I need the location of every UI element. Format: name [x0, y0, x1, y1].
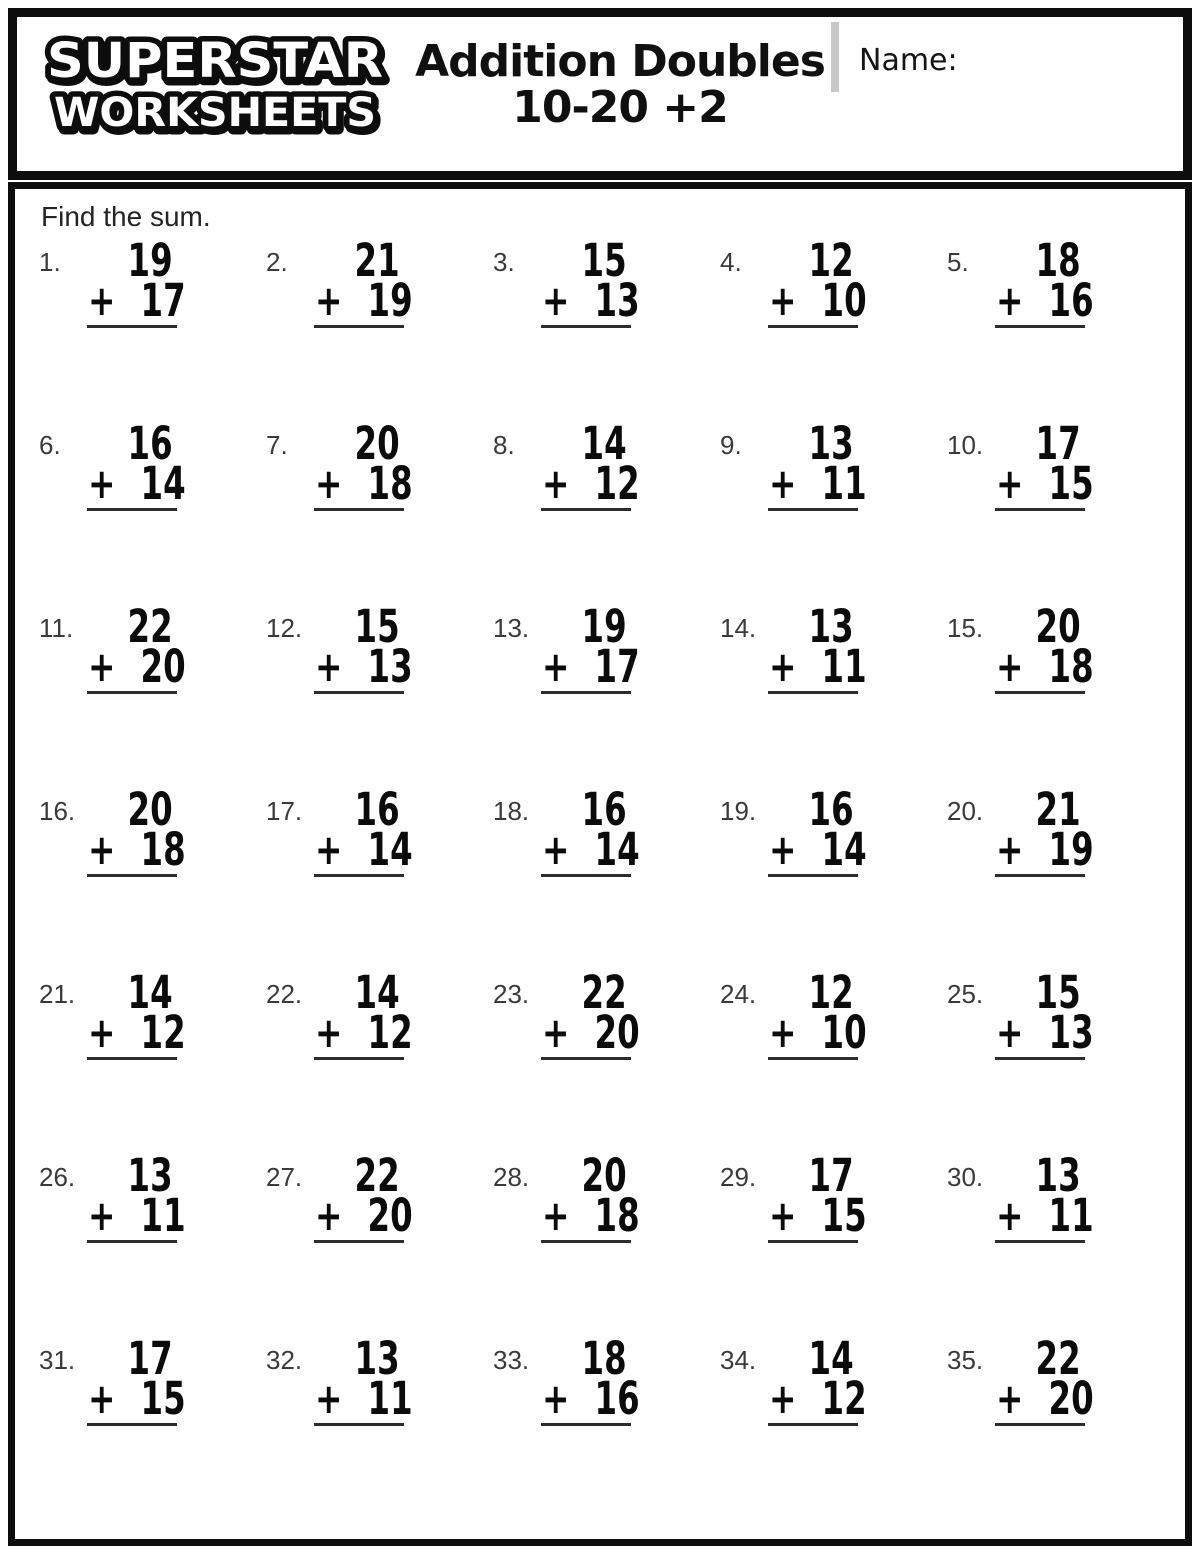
- bottom-operand-row: [768, 1189, 867, 1242]
- bottom-operand-row: [768, 1006, 867, 1059]
- problem-cell: [720, 600, 947, 788]
- bottom-operand-row: [314, 640, 413, 693]
- bottom-operand-row: [541, 457, 640, 510]
- top-addend: 17: [127, 1332, 173, 1385]
- plus-sign: +: [315, 1008, 343, 1057]
- problem-number: 22.: [266, 979, 303, 1009]
- top-addend: 14: [354, 966, 400, 1019]
- problem: [541, 600, 640, 694]
- bottom-operand-row: [314, 1372, 413, 1425]
- plus-sign: +: [88, 825, 116, 874]
- bottom-addend: 11: [821, 640, 867, 693]
- bottom-operand-row: [87, 823, 186, 876]
- problem-number: 27.: [266, 1162, 303, 1192]
- bottom-addend: 18: [594, 1189, 640, 1242]
- problem-number: 14.: [720, 613, 757, 643]
- problem: [541, 417, 640, 511]
- plus-sign: +: [769, 825, 797, 874]
- problem-number: 35.: [947, 1345, 984, 1375]
- bottom-operand-row: [541, 1372, 640, 1425]
- bottom-addend: 18: [367, 457, 413, 510]
- bottom-addend: 20: [140, 640, 186, 693]
- problems-area: [8, 182, 1192, 1546]
- plus-sign: +: [542, 1374, 570, 1423]
- problem-number: 1.: [39, 247, 61, 277]
- problem: [314, 1149, 413, 1243]
- plus-sign: +: [769, 459, 797, 508]
- plus-sign: +: [996, 459, 1024, 508]
- top-addend: 14: [581, 417, 627, 470]
- bottom-operand-row: [768, 823, 867, 876]
- top-addend: 22: [354, 1149, 400, 1202]
- problem-number: 33.: [493, 1345, 530, 1375]
- top-addend: 20: [581, 1149, 627, 1202]
- bottom-addend: 14: [140, 457, 186, 510]
- bottom-addend: 12: [140, 1006, 186, 1059]
- problem-cell: [947, 417, 1174, 605]
- bottom-addend: 15: [821, 1189, 867, 1242]
- problem: [768, 1332, 867, 1426]
- problem: [768, 966, 867, 1060]
- problem-number: 20.: [947, 796, 984, 826]
- bottom-operand-row: [541, 1006, 640, 1059]
- top-addend: 15: [354, 600, 400, 653]
- problem-number: 32.: [266, 1345, 303, 1375]
- bottom-addend: 16: [594, 1372, 640, 1425]
- name-divider: [831, 22, 839, 92]
- bottom-operand-row: [995, 640, 1094, 693]
- problem-number: 16.: [39, 796, 76, 826]
- problem-cell: [947, 234, 1174, 422]
- bottom-addend: 14: [821, 823, 867, 876]
- problem-cell: [720, 234, 947, 422]
- bottom-operand-row: [314, 274, 413, 327]
- problem: [995, 783, 1094, 877]
- plus-sign: +: [542, 276, 570, 325]
- problem: [768, 417, 867, 511]
- plus-sign: +: [996, 1191, 1024, 1240]
- top-addend: 20: [1035, 600, 1081, 653]
- problem-number: 13.: [493, 613, 530, 643]
- bottom-operand-row: [995, 1006, 1094, 1059]
- top-addend: 20: [354, 417, 400, 470]
- problem-cell: [493, 1149, 720, 1337]
- problem-cell: [39, 1332, 266, 1520]
- problem-cell: [39, 417, 266, 605]
- problem-cell: [720, 1149, 947, 1337]
- problem-number: 18.: [493, 796, 530, 826]
- problem-cell: [947, 966, 1174, 1154]
- problem-number: 11.: [39, 613, 74, 643]
- bottom-operand-row: [995, 1372, 1094, 1425]
- bottom-addend: 13: [367, 640, 413, 693]
- problem-cell: [39, 783, 266, 971]
- plus-sign: +: [315, 276, 343, 325]
- top-addend: 19: [127, 234, 173, 287]
- plus-sign: +: [542, 459, 570, 508]
- problem-cell: [720, 417, 947, 605]
- problem: [995, 1332, 1094, 1426]
- top-addend: 21: [1035, 783, 1081, 836]
- problem-cell: [493, 600, 720, 788]
- plus-sign: +: [88, 642, 116, 691]
- top-addend: 13: [354, 1332, 400, 1385]
- top-addend: 22: [1035, 1332, 1081, 1385]
- bottom-operand-row: [768, 640, 867, 693]
- problem-number: 29.: [720, 1162, 757, 1192]
- bottom-addend: 15: [140, 1372, 186, 1425]
- problem-number: 7.: [266, 430, 288, 460]
- top-addend: 16: [808, 783, 854, 836]
- bottom-addend: 11: [821, 457, 867, 510]
- problem-cell: [266, 1149, 493, 1337]
- bottom-operand-row: [314, 1189, 413, 1242]
- problem: [995, 966, 1094, 1060]
- problem-cell: [947, 600, 1174, 788]
- problem-cell: [39, 600, 266, 788]
- bottom-addend: 13: [1048, 1006, 1094, 1059]
- problem-number: 26.: [39, 1162, 76, 1192]
- plus-sign: +: [769, 642, 797, 691]
- problem: [314, 600, 413, 694]
- problem-cell: [266, 417, 493, 605]
- bottom-operand-row: [314, 823, 413, 876]
- plus-sign: +: [996, 276, 1024, 325]
- bottom-addend: 18: [140, 823, 186, 876]
- problem-number: 10.: [947, 430, 984, 460]
- top-addend: 18: [581, 1332, 627, 1385]
- problem-number: 17.: [266, 796, 303, 826]
- problem-cell: [266, 966, 493, 1154]
- problem: [87, 783, 186, 877]
- top-addend: 15: [581, 234, 627, 287]
- plus-sign: +: [769, 1191, 797, 1240]
- bottom-addend: 20: [1048, 1372, 1094, 1425]
- top-addend: 12: [808, 234, 854, 287]
- problem-cell: [39, 1149, 266, 1337]
- plus-sign: +: [315, 1374, 343, 1423]
- problem-cell: [947, 1332, 1174, 1520]
- bottom-addend: 14: [594, 823, 640, 876]
- plus-sign: +: [542, 825, 570, 874]
- bottom-addend: 10: [821, 274, 867, 327]
- bottom-operand-row: [87, 1006, 186, 1059]
- problem-number: 31.: [39, 1345, 76, 1375]
- problem-number: 4.: [720, 247, 742, 277]
- top-addend: 21: [354, 234, 400, 287]
- top-addend: 18: [1035, 234, 1081, 287]
- problem-cell: [493, 417, 720, 605]
- bottom-addend: 17: [594, 640, 640, 693]
- top-addend: 16: [581, 783, 627, 836]
- problem: [87, 1332, 186, 1426]
- bottom-addend: 19: [367, 274, 413, 327]
- problem: [541, 966, 640, 1060]
- problem: [768, 1149, 867, 1243]
- bottom-addend: 12: [367, 1006, 413, 1059]
- problem-number: 8.: [493, 430, 515, 460]
- problem-cell: [266, 234, 493, 422]
- top-addend: 14: [808, 1332, 854, 1385]
- problem-number: 25.: [947, 979, 984, 1009]
- plus-sign: +: [88, 1008, 116, 1057]
- top-addend: 20: [127, 783, 173, 836]
- logo-line-2: WORKSHEETS: [54, 90, 377, 136]
- problem: [995, 417, 1094, 511]
- problems-grid: [39, 234, 1185, 1520]
- bottom-operand-row: [541, 640, 640, 693]
- problem: [768, 600, 867, 694]
- bottom-operand-row: [995, 1189, 1094, 1242]
- name-write-area[interactable]: [958, 17, 1183, 117]
- bottom-addend: 20: [367, 1189, 413, 1242]
- problem-cell: [720, 966, 947, 1154]
- bottom-operand-row: [87, 1372, 186, 1425]
- top-addend: 13: [808, 417, 854, 470]
- problem: [314, 966, 413, 1060]
- top-addend: 22: [127, 600, 173, 653]
- bottom-addend: 15: [1048, 457, 1094, 510]
- bottom-operand-row: [768, 274, 867, 327]
- plus-sign: +: [996, 642, 1024, 691]
- bottom-addend: 17: [140, 274, 186, 327]
- bottom-operand-row: [87, 640, 186, 693]
- bottom-addend: 12: [821, 1372, 867, 1425]
- plus-sign: +: [315, 1191, 343, 1240]
- problem-cell: [493, 966, 720, 1154]
- plus-sign: +: [315, 825, 343, 874]
- problem: [314, 234, 413, 328]
- bottom-operand-row: [314, 457, 413, 510]
- plus-sign: +: [769, 1008, 797, 1057]
- bottom-operand-row: [87, 274, 186, 327]
- problem: [87, 966, 186, 1060]
- bottom-operand-row: [87, 1189, 186, 1242]
- find-the-sum-instruction: Find the sum.: [41, 201, 211, 232]
- bottom-operand-row: [541, 274, 640, 327]
- header: [8, 8, 1192, 180]
- problem-cell: [493, 1332, 720, 1520]
- top-addend: 16: [127, 417, 173, 470]
- problem: [87, 1149, 186, 1243]
- problem: [314, 417, 413, 511]
- problem: [314, 1332, 413, 1426]
- problem: [314, 783, 413, 877]
- problem: [995, 234, 1094, 328]
- bottom-operand-row: [768, 457, 867, 510]
- bottom-operand-row: [314, 1006, 413, 1059]
- bottom-operand-row: [87, 457, 186, 510]
- plus-sign: +: [88, 1191, 116, 1240]
- bottom-addend: 11: [1048, 1189, 1094, 1242]
- plus-sign: +: [88, 276, 116, 325]
- problem-cell: [266, 783, 493, 971]
- problem: [995, 600, 1094, 694]
- problem: [87, 234, 186, 328]
- problem-number: 30.: [947, 1162, 984, 1192]
- problem-cell: [493, 783, 720, 971]
- bottom-addend: 11: [140, 1189, 186, 1242]
- problem: [541, 234, 640, 328]
- problem-cell: [266, 600, 493, 788]
- top-addend: 13: [808, 600, 854, 653]
- problem-cell: [720, 1332, 947, 1520]
- problem-number: 23.: [493, 979, 530, 1009]
- problem: [541, 1332, 640, 1426]
- top-addend: 12: [808, 966, 854, 1019]
- bottom-addend: 19: [1048, 823, 1094, 876]
- problem-cell: [493, 234, 720, 422]
- top-addend: 19: [581, 600, 627, 653]
- plus-sign: +: [769, 1374, 797, 1423]
- worksheet-title-line-1: Addition Doubles: [415, 36, 825, 87]
- problem-cell: [947, 1149, 1174, 1337]
- problem-number: 34.: [720, 1345, 757, 1375]
- bottom-operand-row: [995, 274, 1094, 327]
- plus-sign: +: [769, 276, 797, 325]
- bottom-addend: 10: [821, 1006, 867, 1059]
- superstar-worksheets-logo: [17, 17, 409, 141]
- plus-sign: +: [996, 825, 1024, 874]
- bottom-addend: 16: [1048, 274, 1094, 327]
- problem: [768, 234, 867, 328]
- plus-sign: +: [542, 1008, 570, 1057]
- top-addend: 13: [127, 1149, 173, 1202]
- problem-number: 6.: [39, 430, 61, 460]
- problem-cell: [947, 783, 1174, 971]
- plus-sign: +: [542, 1191, 570, 1240]
- bottom-addend: 11: [367, 1372, 413, 1425]
- name-label: Name:: [859, 43, 958, 78]
- problem: [768, 783, 867, 877]
- bottom-operand-row: [541, 1189, 640, 1242]
- top-addend: 17: [808, 1149, 854, 1202]
- problem: [541, 1149, 640, 1243]
- problem: [87, 600, 186, 694]
- worksheet-title-line-2: 10-20 +2: [512, 81, 728, 133]
- problem: [541, 783, 640, 877]
- bottom-addend: 14: [367, 823, 413, 876]
- problem-number: 24.: [720, 979, 757, 1009]
- problem-number: 21.: [39, 979, 76, 1009]
- problem-cell: [39, 966, 266, 1154]
- problem-number: 9.: [720, 430, 742, 460]
- problem-cell: [39, 234, 266, 422]
- worksheet-title: [409, 17, 831, 131]
- plus-sign: +: [996, 1374, 1024, 1423]
- problem-number: 12.: [266, 613, 303, 643]
- bottom-addend: 18: [1048, 640, 1094, 693]
- problem: [995, 1149, 1094, 1243]
- plus-sign: +: [88, 1374, 116, 1423]
- logo-line-1: SUPERSTAR: [47, 33, 383, 89]
- bottom-addend: 13: [594, 274, 640, 327]
- problem-number: 2.: [266, 247, 288, 277]
- plus-sign: +: [315, 642, 343, 691]
- logo-graphic: [33, 29, 397, 141]
- plus-sign: +: [88, 459, 116, 508]
- plus-sign: +: [542, 642, 570, 691]
- problem-cell: [266, 1332, 493, 1520]
- problem-number: 15.: [947, 613, 984, 643]
- problem: [87, 417, 186, 511]
- bottom-operand-row: [541, 823, 640, 876]
- bottom-operand-row: [995, 823, 1094, 876]
- bottom-operand-row: [995, 457, 1094, 510]
- problem-cell: [720, 783, 947, 971]
- bottom-addend: 12: [594, 457, 640, 510]
- problem-number: 19.: [720, 796, 757, 826]
- bottom-addend: 20: [594, 1006, 640, 1059]
- top-addend: 16: [354, 783, 400, 836]
- top-addend: 15: [1035, 966, 1081, 1019]
- problem-number: 3.: [493, 247, 515, 277]
- name-area: [831, 17, 1183, 171]
- top-addend: 17: [1035, 417, 1081, 470]
- problem-number: 28.: [493, 1162, 530, 1192]
- problem-number: 5.: [947, 247, 969, 277]
- plus-sign: +: [315, 459, 343, 508]
- bottom-operand-row: [768, 1372, 867, 1425]
- top-addend: 13: [1035, 1149, 1081, 1202]
- top-addend: 14: [127, 966, 173, 1019]
- plus-sign: +: [996, 1008, 1024, 1057]
- top-addend: 22: [581, 966, 627, 1019]
